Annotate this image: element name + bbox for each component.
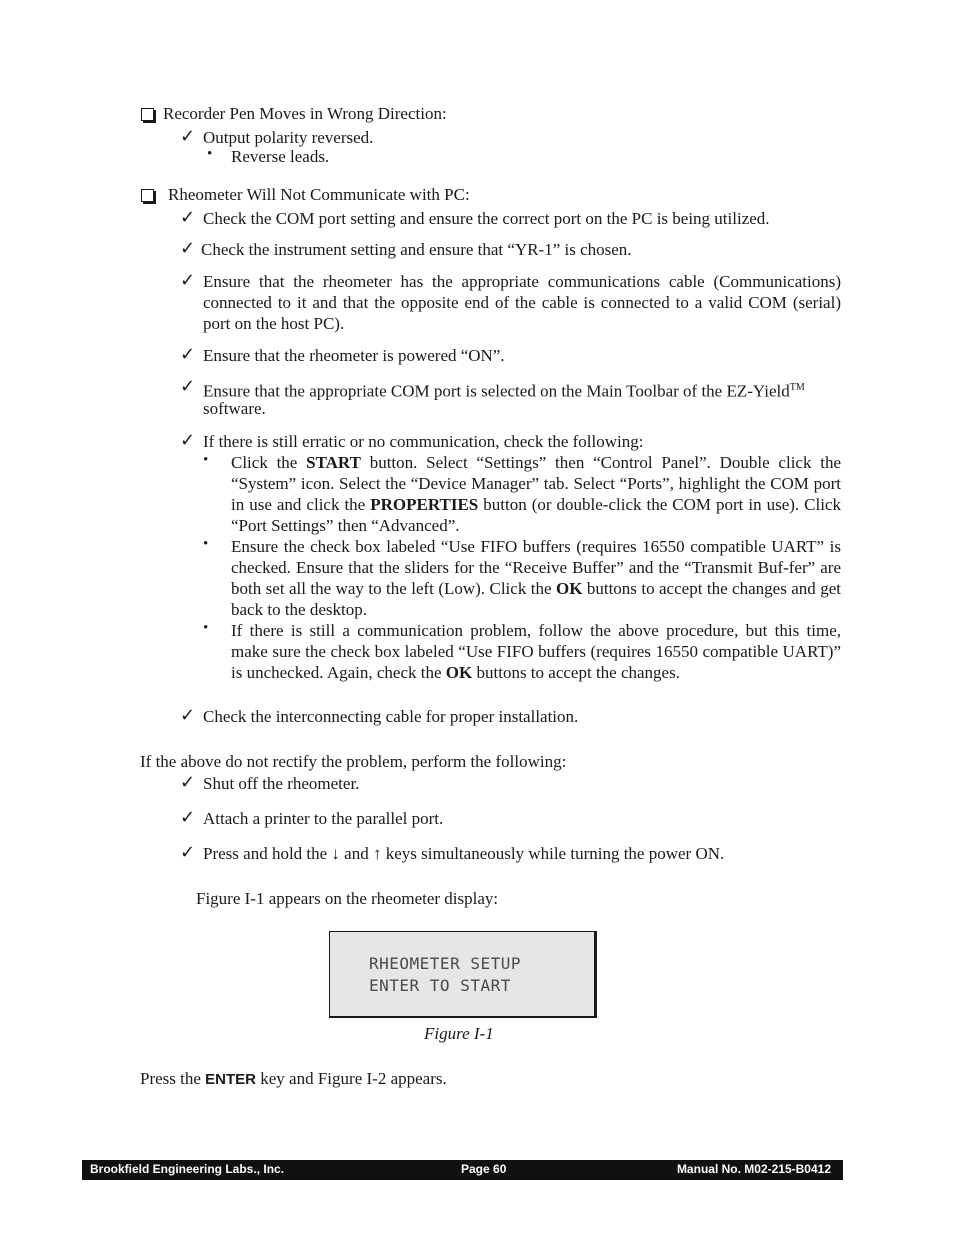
section-heading-recorder-pen: Recorder Pen Moves in Wrong Direction: (163, 104, 447, 123)
text-part: button (or double-click the COM port in use). Click “Port Settings” then “Advanced”. (231, 495, 841, 535)
text-part: Click the (231, 453, 307, 472)
figure-intro: Figure I-1 appears on the rheometer display: (196, 889, 499, 908)
check-icon: ✓ (180, 126, 196, 147)
check-icon: ✓ (180, 842, 196, 863)
checkbox-icon (141, 189, 154, 202)
display-line-2: ENTER TO START (369, 976, 511, 995)
text-part: Press the (140, 1069, 206, 1088)
ok-button-label: OK (555, 579, 583, 598)
trademark-mark: TM (789, 382, 805, 393)
check-icon: ✓ (180, 344, 196, 365)
closing-paragraph (140, 1068, 447, 1090)
check-item-text-cont: software. (203, 399, 266, 418)
bullet-item-text (231, 620, 841, 683)
check-item-text: If there is still erratic or no communication, check the following: (203, 432, 644, 451)
text-part: buttons to accept the changes. (472, 663, 680, 682)
check-item-text: Check the COM port setting and ensure the correct port on the PC is being utilized. (203, 209, 770, 228)
check-icon: ✓ (180, 270, 196, 291)
check-item-text: Press and hold the ↓ and ↑ keys simultaneously while turning the power ON. (203, 844, 725, 863)
check-icon: ✓ (180, 807, 196, 828)
check-item-text-part: Ensure that the appropriate COM port is selected on the Main Toolbar of the EZ-Yield (203, 381, 790, 401)
footer-manual-number: Manual No. M02-215-B0412 (676, 1162, 831, 1176)
bullet-icon: • (203, 536, 209, 552)
ok-button-label: OK (445, 663, 473, 682)
bullet-item-text (231, 536, 841, 620)
section-heading-communication: Rheometer Will Not Communicate with PC: (168, 185, 470, 204)
check-icon: ✓ (180, 207, 196, 228)
check-item-text: Ensure that the rheometer has the appropriate communications cable (Communications) connected to it and that the opposite end of the cable is connected to a valid COM (serial) port on the host PC). (203, 272, 841, 333)
text-part: button. Select “Settings” then “Control Panel”. Double click the “System” icon. Select the “Device Manager” tab. Select “Ports”, highlight the COM port in use and click the (231, 453, 841, 514)
display-line-1: RHEOMETER SETUP (369, 954, 521, 973)
footer-company: Brookfield Engineering Labs., Inc. (90, 1162, 285, 1176)
check-item-text (203, 377, 805, 402)
text-part: key and Figure I-2 appears. (256, 1069, 447, 1088)
rheometer-display (329, 931, 597, 1018)
checkbox-icon (141, 108, 154, 121)
check-item-text: Check the instrument setting and ensure that “YR-1” is chosen. (201, 240, 632, 259)
figure-caption: Figure I-1 (424, 1024, 494, 1043)
check-item-text: Shut off the rheometer. (203, 774, 360, 793)
enter-key-label: ENTER (205, 1071, 257, 1088)
properties-button-label: PROPERTIES (370, 495, 479, 514)
footer-page-number: Page 60 (461, 1162, 507, 1176)
start-button-label: START (306, 453, 361, 472)
check-item-text: Output polarity reversed. (203, 128, 374, 147)
check-icon: ✓ (180, 772, 196, 793)
text-part: If there is still a communication problem, follow the above procedure, but this time, make sure the check box labeled “Use FIFO buffers (requires 16550 compatible UART)” is unchecked. Again, check the (231, 621, 841, 682)
bullet-icon: • (203, 620, 209, 636)
check-item-text: Ensure that the rheometer is powered “ON”. (203, 346, 505, 365)
check-icon: ✓ (180, 238, 196, 259)
text-part: Ensure the check box labeled “Use FIFO buffers (requires 16550 compatible UART” is checked. Ensure that the sliders for the “Receive Buffer” and the “Transmit Buf-fer” are both set all the way to the left (Low). Click the (231, 537, 841, 598)
paragraph-intro: If the above do not rectify the problem, perform the following: (140, 752, 567, 771)
check-icon: ✓ (180, 430, 196, 451)
page-footer (82, 1160, 843, 1180)
bullet-icon: • (207, 146, 213, 162)
check-icon: ✓ (180, 705, 196, 726)
check-icon: ✓ (180, 376, 196, 397)
bullet-item-text: Reverse leads. (231, 147, 330, 166)
bullet-icon: • (203, 452, 209, 468)
check-item-text: Attach a printer to the parallel port. (203, 809, 444, 828)
check-item-text: Check the interconnecting cable for proper installation. (203, 707, 579, 726)
text-part: buttons to accept the changes and get back to the desktop. (231, 579, 841, 619)
bullet-item-text (231, 452, 841, 536)
